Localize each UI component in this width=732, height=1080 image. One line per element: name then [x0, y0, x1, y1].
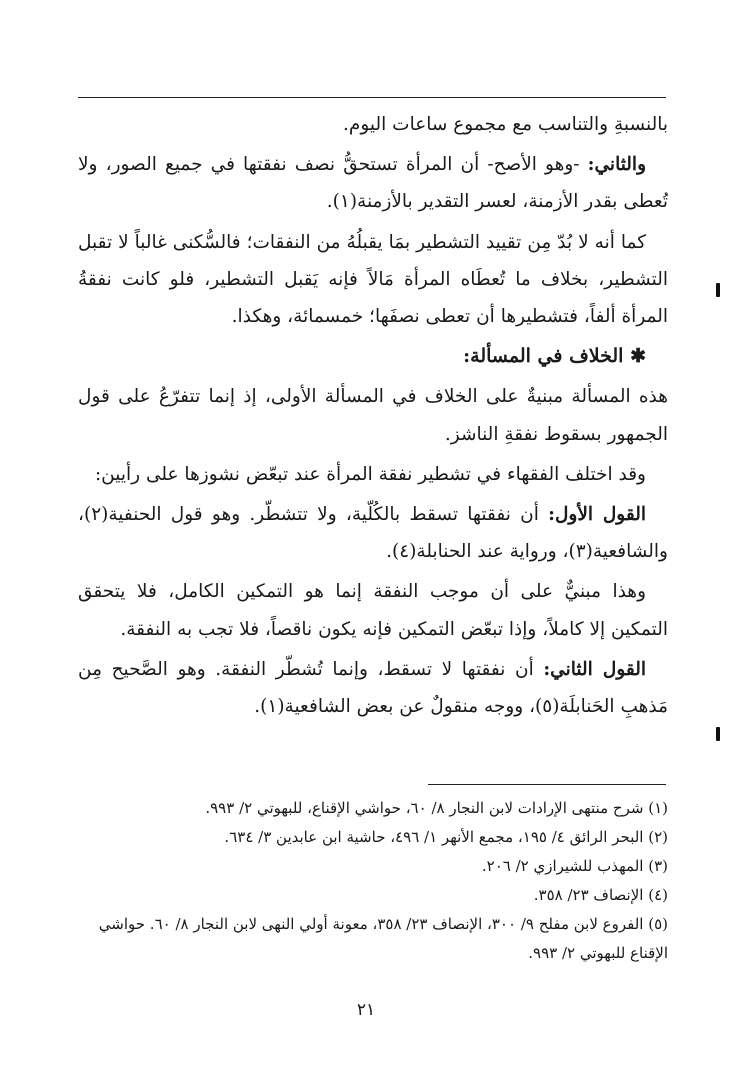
footnote: (٣) المهذب للشيرازي ٢/ ٢٠٦.	[481, 857, 668, 875]
paragraph-text: أن نفقتها لا تسقط، وإنما تُشطّر النفقة. وهو الصَّحيح مِن مَذهبِ الحَنابلَة(٥)، ووجه منقولٌ عن بعض الشافعية(١).	[78, 658, 668, 718]
section-heading-text: ✱ الخلاف في المسألة:	[463, 345, 646, 368]
paragraph	[78, 651, 668, 725]
footnotes	[78, 794, 668, 968]
paragraph-text: وهذا مبنيٌّ على أن موجب النفقة إنما هو التمكين الكامل، فلا يتحقق التمكين إلا كاملاً، وإذا تبعّض التمكين فإنه يكون ناقصاً، فلا تجب به النفقة.	[78, 581, 668, 640]
page-number: ٢١	[356, 1000, 376, 1020]
footnote-rule	[428, 784, 666, 785]
paragraph-label: والثاني:	[587, 154, 646, 176]
header-rule	[78, 97, 666, 98]
paragraph-text: وقد اختلف الفقهاء في تشطير نفقة المرأة عند تبعّض نشوزها على رأيين:	[94, 463, 646, 485]
footnote: (٥) الفروع لابن مفلح ٩/ ٣٠٠، الإنصاف ٢٣/ ٣٥٨، معونة أولي النهى لابن النجار ٨/ ٦٠. حواشي الإقناع للبهوتي ٢/ ٩٩٣.	[98, 915, 668, 962]
paragraph-text: أن نفقتها تسقط بالكُلّية، ولا تتشطّر. وهو قول الحنفية(٢)، والشافعية(٣)، ورواية عند الحنابلة(٤).	[78, 504, 668, 563]
margin-mark	[716, 727, 720, 741]
paragraph	[78, 573, 668, 647]
paragraph	[78, 146, 668, 220]
paragraph-text: -وهو الأصح- أن المرأة تستحقُّ نصف نفقتها في جميع الصور، ولا تُعطى بقدر الأزمنة، لعسر التقدير بالأزمنة(١).	[78, 154, 668, 213]
footnote: (٤) الإنصاف ٢٣/ ٣٥٨.	[533, 886, 668, 904]
paragraph-label: القول الأول:	[548, 504, 646, 526]
paragraph	[78, 378, 668, 452]
paragraph	[78, 106, 668, 143]
main-text	[78, 106, 668, 728]
footnote: (٢) البحر الرائق ٤/ ١٩٥، مجمع الأنهر ١/ ٤٩٦، حاشية ابن عابدين ٣/ ٦٣٤.	[224, 828, 668, 846]
paragraph	[78, 456, 668, 493]
section-heading	[78, 338, 668, 375]
margin-mark	[716, 283, 720, 297]
paragraph-label: القول الثاني:	[543, 658, 647, 680]
paragraph	[78, 496, 668, 570]
paragraph-text: هذه المسألة مبنيةٌ على الخلاف في المسألة الأولى، إذ إنما تتفرّعُ على قول الجمهور بسقوط نفقةِ الناشز.	[78, 386, 668, 445]
paragraph	[78, 224, 668, 336]
footnote: (١) شرح منتهى الإرادات لابن النجار ٨/ ٦٠، حواشي الإقناع، للبهوتي ٢/ ٩٩٣.	[205, 799, 668, 817]
paragraph-text: بالنسبةِ والتناسب مع مجموع ساعات اليوم.	[343, 114, 668, 135]
paragraph-text: كما أنه لا بُدّ مِن تقييد التشطير بمَا يقبلُهُ من النفقات؛ فالسُّكنى غالباً لا تقبل التشطير، بخلاف ما تُعطَاه المرأة مَالاً فإنه يَقبل التشطير، فلو كانت نفقةُ المرأة ألفاً، فتشطيرها أن تعطى نصفَها؛ خمسمائة، وهكذا.	[78, 231, 668, 328]
